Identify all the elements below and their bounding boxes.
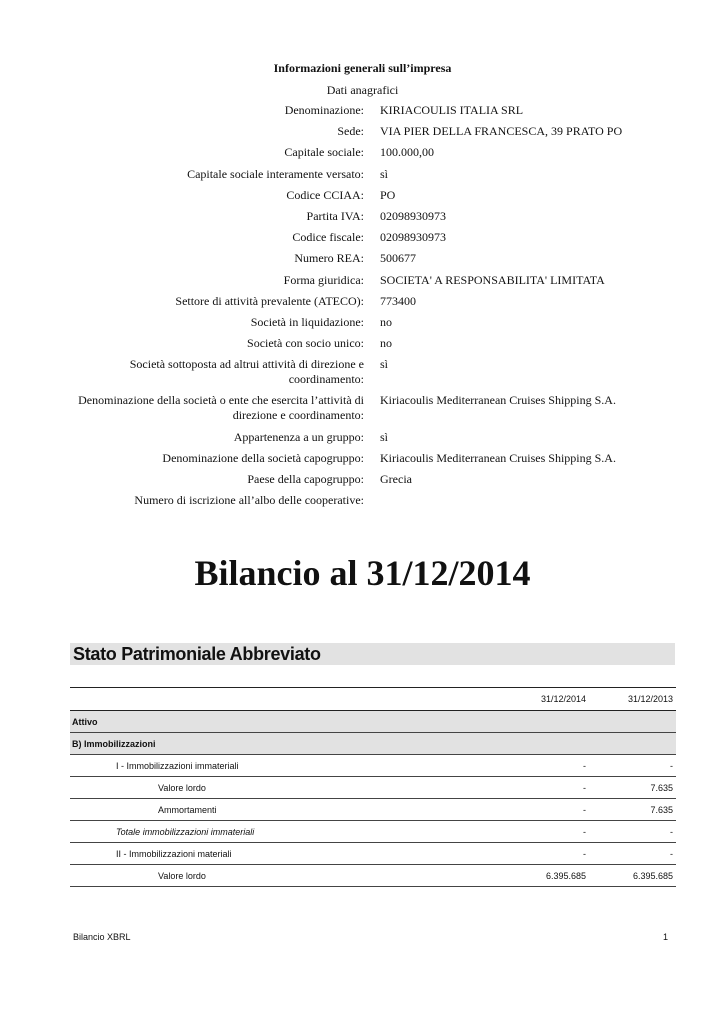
info-subtitle: Dati anagrafici bbox=[326, 83, 399, 97]
info-value: no bbox=[380, 336, 392, 351]
info-label: Forma giuridica: bbox=[283, 272, 364, 287]
info-row-rea bbox=[60, 251, 680, 266]
table-row bbox=[70, 711, 676, 733]
info-value: 02098930973 bbox=[380, 208, 446, 223]
row-label: II - Immobilizzazioni materiali bbox=[116, 848, 232, 859]
row-label: Ammortamenti bbox=[158, 804, 217, 815]
company-info-table bbox=[60, 103, 680, 514]
table-row bbox=[70, 821, 676, 843]
row-label: Valore lordo bbox=[158, 782, 206, 793]
info-title: Informazioni generali sull’impresa bbox=[273, 61, 452, 75]
table-row bbox=[70, 799, 676, 821]
info-row-forma-giuridica bbox=[60, 273, 680, 288]
value-2013: - bbox=[670, 826, 673, 837]
info-label: Settore di attività prevalente (ATECO): bbox=[175, 293, 364, 308]
column-header-2014: 31/12/2014 bbox=[540, 694, 586, 704]
info-label: Società sottoposta ad altrui attività di direzione e coordinamento: bbox=[129, 357, 364, 387]
info-row-codice-fiscale bbox=[60, 230, 680, 245]
table-row bbox=[70, 733, 676, 755]
table-row bbox=[70, 865, 676, 887]
value-2014: 6.395.685 bbox=[545, 870, 586, 881]
row-label: Totale immobilizzazioni immateriali bbox=[116, 826, 255, 837]
value-2013: - bbox=[670, 848, 673, 859]
table-header-row bbox=[70, 688, 676, 711]
info-label: Denominazione: bbox=[284, 103, 364, 117]
value-2013: 7.635 bbox=[650, 804, 673, 815]
info-label: Appartenenza a un gruppo: bbox=[233, 429, 364, 444]
info-value: 773400 bbox=[380, 293, 416, 308]
info-row-capitale bbox=[60, 145, 680, 160]
row-label: I - Immobilizzazioni immateriali bbox=[116, 760, 239, 771]
row-label: Attivo bbox=[72, 716, 98, 727]
main-title: Bilancio al 31/12/2014 bbox=[194, 553, 531, 593]
value-2014: - bbox=[583, 782, 586, 793]
balance-sheet-table bbox=[70, 687, 676, 887]
info-row-ente-direzione bbox=[60, 393, 680, 423]
info-row-capogruppo bbox=[60, 451, 680, 466]
section-title: Stato Patrimoniale Abbreviato bbox=[73, 644, 321, 664]
info-row-partita-iva bbox=[60, 209, 680, 224]
info-value: PO bbox=[380, 187, 396, 202]
value-2014: - bbox=[583, 804, 586, 815]
table-row bbox=[70, 777, 676, 799]
info-row-ateco bbox=[60, 294, 680, 309]
table-row bbox=[70, 843, 676, 865]
info-label: Codice fiscale: bbox=[292, 230, 364, 245]
info-value bbox=[380, 493, 680, 508]
info-value: Kiriacoulis Mediterranean Cruises Shipping S.A. bbox=[380, 393, 616, 408]
info-row-capitale-versato bbox=[60, 167, 680, 182]
info-label: Codice CCIAA: bbox=[286, 187, 364, 202]
info-label: Società con socio unico: bbox=[247, 336, 364, 351]
info-row-socio-unico bbox=[60, 336, 680, 351]
info-label: Società in liquidazione: bbox=[250, 314, 364, 329]
info-label: Denominazione della società o ente che esercita l’attività di direzione e coordinamento: bbox=[78, 393, 364, 423]
info-label: Denominazione della società capogruppo: bbox=[162, 450, 364, 465]
info-value: SOCIETA' A RESPONSABILITA' LIMITATA bbox=[380, 272, 605, 287]
info-label: Numero di iscrizione all’albo delle cooperative: bbox=[134, 493, 364, 508]
value-2013: - bbox=[670, 760, 673, 771]
info-label: Sede: bbox=[337, 124, 364, 139]
info-row-liquidazione bbox=[60, 315, 680, 330]
info-row-sede bbox=[60, 124, 680, 139]
info-value: sì bbox=[380, 166, 389, 181]
info-row-gruppo bbox=[60, 430, 680, 445]
info-value: sì bbox=[380, 429, 389, 444]
info-label: Numero REA: bbox=[294, 251, 364, 266]
info-value: sì bbox=[380, 357, 389, 372]
info-label: Capitale sociale: bbox=[284, 145, 364, 160]
info-row-paese bbox=[60, 472, 680, 487]
info-row-cciaa bbox=[60, 188, 680, 203]
value-2014: - bbox=[583, 760, 586, 771]
info-value: Kiriacoulis Mediterranean Cruises Shipping S.A. bbox=[380, 450, 616, 465]
info-label: Partita IVA: bbox=[306, 208, 364, 223]
value-2014: - bbox=[583, 826, 586, 837]
info-row-direzione bbox=[60, 357, 680, 387]
footer-label: Bilancio XBRL bbox=[73, 932, 131, 942]
row-label: B) Immobilizzazioni bbox=[72, 738, 156, 749]
value-2013: 7.635 bbox=[650, 782, 673, 793]
page-number: 1 bbox=[662, 932, 668, 942]
row-label: Valore lordo bbox=[158, 870, 206, 881]
info-value: 500677 bbox=[380, 251, 416, 266]
info-label: Capitale sociale interamente versato: bbox=[187, 166, 364, 181]
info-value: KIRIACOULIS ITALIA SRL bbox=[380, 103, 524, 117]
info-value: 02098930973 bbox=[380, 230, 446, 245]
info-value: Grecia bbox=[380, 472, 412, 486]
table-row bbox=[70, 755, 676, 777]
value-2014: - bbox=[583, 848, 586, 859]
info-value: no bbox=[380, 314, 392, 329]
column-header-2013: 31/12/2013 bbox=[627, 694, 673, 704]
info-label: Paese della capogruppo: bbox=[247, 472, 364, 486]
value-2013: 6.395.685 bbox=[632, 870, 673, 881]
section-header bbox=[70, 643, 675, 665]
info-value: VIA PIER DELLA FRANCESCA, 39 PRATO PO bbox=[380, 124, 623, 139]
info-row-denominazione bbox=[60, 103, 680, 118]
info-row-cooperative bbox=[60, 493, 680, 508]
info-value: 100.000,00 bbox=[380, 145, 434, 160]
